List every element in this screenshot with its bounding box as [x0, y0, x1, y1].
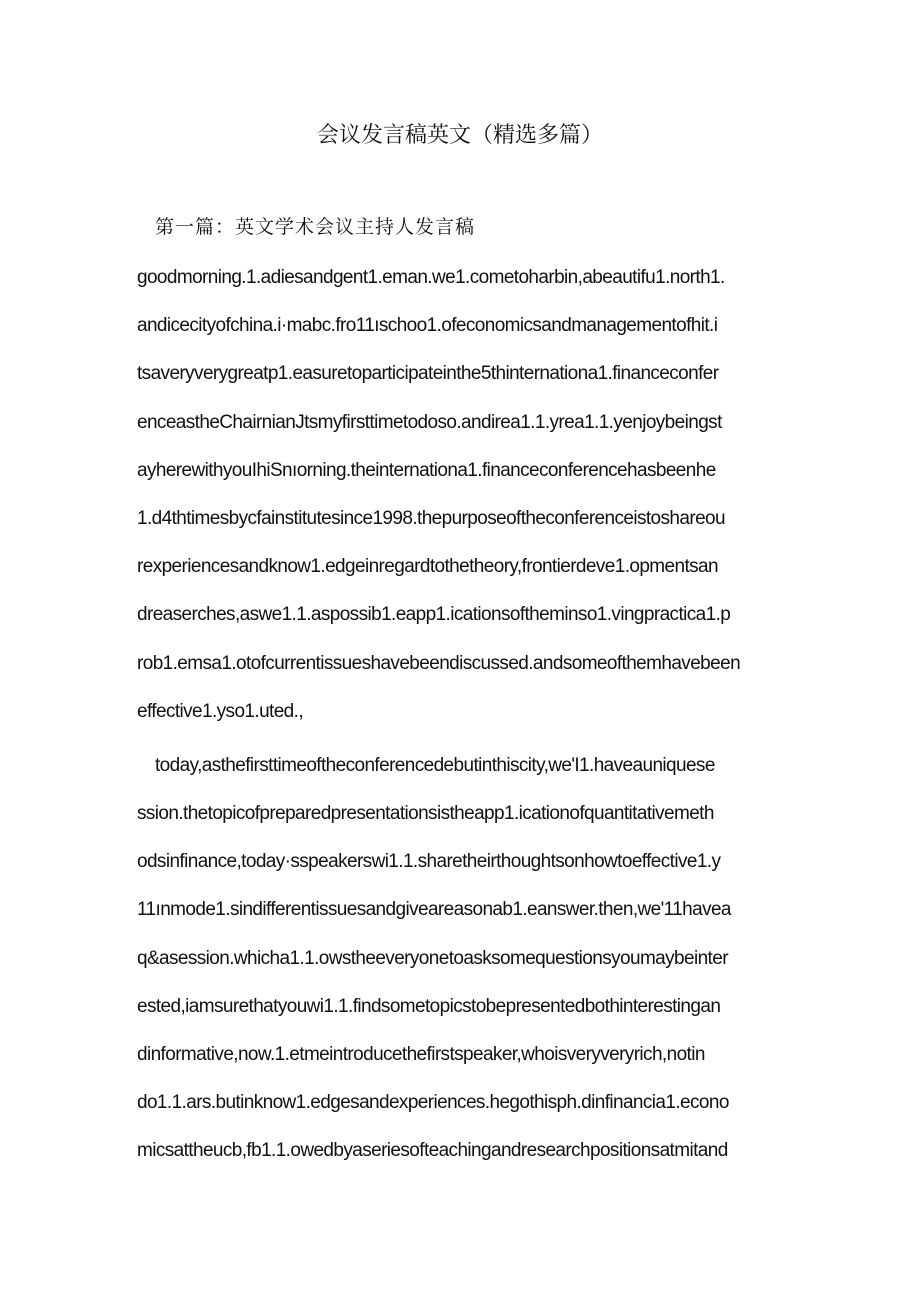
- document-body: [137, 258, 785, 1180]
- text-line: effective1.yso1.uted.,: [137, 700, 304, 722]
- text-line: do1.1.ars.butinknow1.edgesandexperiences.hegothisph.dinfinancia1.econo: [137, 1092, 729, 1114]
- text-line: enceastheChairnianJtsmyfirsttimetodoso.andirea1.1.yrea1.1.yenjoybeingst: [137, 411, 722, 433]
- text-line: rob1.emsa1.otofcurrentissueshavebeendiscussed.andsomeofthemhavebeen: [137, 652, 741, 674]
- document-title: 会议发言稿英文（精选多篇）: [316, 123, 603, 148]
- text-line: andicecityofchina.i·mabc.fro11ıschoo1.ofeconomicsandmanagementofhit.i: [137, 315, 718, 337]
- paragraph-2: [137, 746, 785, 1180]
- text-line: ested,iamsurethatyouwi1.1.findsometopicstobepresentedbothinterestingan: [137, 995, 721, 1017]
- text-line: q&asession.whicha1.1.owstheeveryonetoasksomequestionsyoumaybeinter: [137, 947, 728, 969]
- text-line: ssion.thetopicofpreparedpresentationsistheapp1.icationofquantitativemeth: [137, 803, 714, 825]
- text-line: odsinfinance,today·sspeakerswi1.1.sharetheirthoughtsonhowtoeffective1.y: [137, 851, 721, 873]
- text-line: 11ınmode1.sindifferentissuesandgiveareasonab1.eanswer.then,we'11havea: [137, 899, 731, 921]
- text-line: tsaveryverygreatp1.easuretoparticipateinthe5thinternationa1.financeconfer: [137, 363, 719, 385]
- text-line: today,asthefirsttimeoftheconferencedebutinthiscity,we'I1.haveauniquese: [155, 754, 715, 776]
- text-line: ayherewithyouIhiSnıorning.theinternationa1.financeconferencehasbeenhe: [137, 459, 716, 481]
- text-line: rexperiencesandknow1.edgeinregardtothetheory,frontierdeve1.opmentsan: [137, 556, 718, 578]
- text-line: goodmorning.1.adiesandgent1.eman.we1.cometoharbin,abeautifu1.north1.: [137, 267, 725, 288]
- text-line: dreaserches,aswe1.1.aspossib1.eapp1.icationsoftheminso1.vingpractica1.p: [137, 604, 731, 626]
- section-heading: 第一篇：英文学术会议主持人发言稿: [155, 216, 476, 238]
- text-line: dinformative,now.1.etmeintroducethefirstspeaker,whoisveryveryrich,notin: [137, 1044, 705, 1065]
- text-line: micsattheucb,fb1.1.owedbyaseriesofteachingandresearchpositionsatmitand: [137, 1140, 728, 1162]
- paragraph-1: [137, 258, 785, 740]
- text-line: 1.d4thtimesbycfainstitutesince1998.thepurposeoftheconferenceistoshareou: [137, 507, 725, 529]
